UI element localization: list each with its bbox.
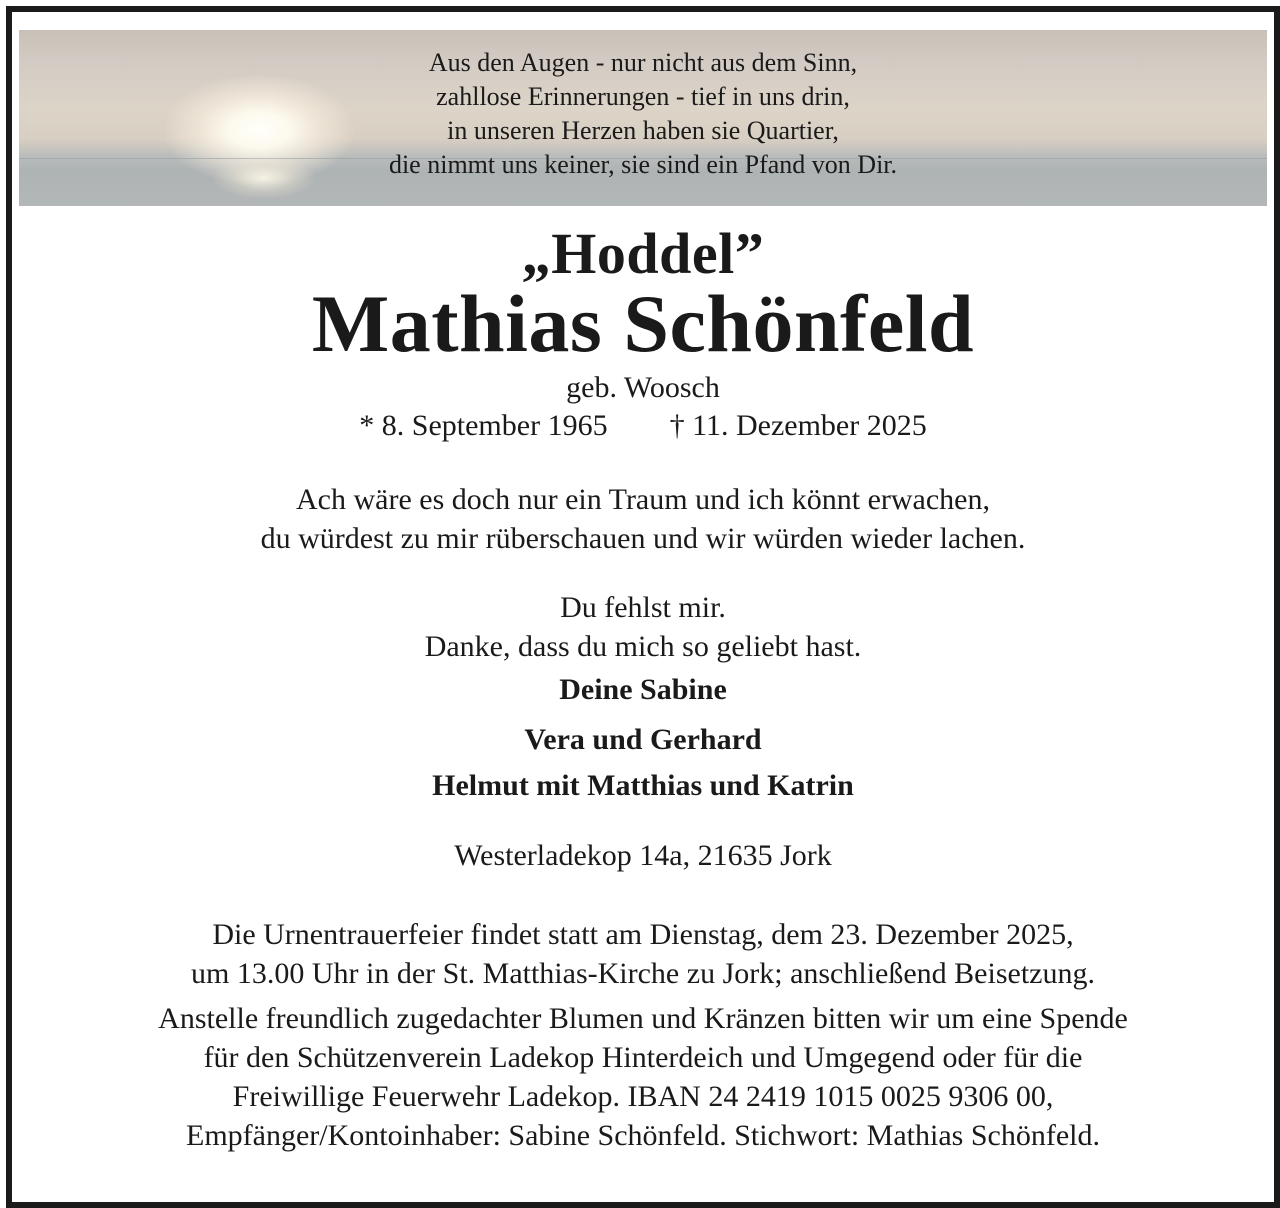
verse-line: du würdest zu mir rüberschauen und wir würden wieder lachen. (260, 522, 1026, 555)
donation-info (12, 999, 1274, 1155)
donation-line: Empfänger/Kontoinhaber: Sabine Schönfeld. Stichwort: Mathias Schönfeld. (186, 1119, 1100, 1152)
death-date: † 11. Dezember 2025 (669, 409, 927, 442)
deceased-name: Mathias Schönfeld (311, 278, 975, 369)
poem-line: in unseren Herzen haben sie Quartier, (447, 116, 839, 145)
mourner-sabine: Deine Sabine (559, 673, 727, 706)
poem-line: Aus den Augen - nur nicht aus dem Sinn, (428, 48, 858, 77)
life-dates (12, 406, 1274, 446)
ceremony-line: Die Urnentrauerfeier findet statt am Dienstag, dem 23. Dezember 2025, (212, 918, 1074, 951)
address: Westerladekop 14a, 21635 Jork (454, 839, 832, 872)
verse (12, 480, 1274, 558)
obituary-frame (6, 6, 1280, 1208)
sunset-banner (19, 30, 1267, 206)
poem-line: die nimmt uns keiner, sie sind ein Pfand von Dir. (388, 150, 898, 179)
banner-poem (19, 46, 1267, 182)
donation-line: Freiwillige Feuerwehr Ladekop. IBAN 24 2419 1015 0025 9306 00, (232, 1080, 1054, 1113)
poem-line: zahllose Erinnerungen - tief in uns drin, (436, 82, 850, 111)
personal-line: Danke, dass du mich so geliebt hast. (424, 630, 862, 663)
personal-message (12, 588, 1274, 666)
donation-line: Anstelle freundlich zugedachter Blumen und Kränzen bitten wir um eine Spende (158, 1002, 1128, 1035)
nickname: „Hoddel” (521, 221, 765, 286)
personal-line: Du fehlst mir. (560, 591, 726, 624)
birth-date: * 8. September 1965 (359, 409, 608, 442)
mourner-helmut: Helmut mit Matthias und Katrin (432, 769, 854, 802)
mourner-vera-gerhard: Vera und Gerhard (524, 723, 762, 756)
ceremony-line: um 13.00 Uhr in der St. Matthias-Kirche zu Jork; anschließend Beisetzung. (191, 957, 1095, 990)
birth-name: geb. Woosch (566, 371, 720, 404)
donation-line: für den Schützenverein Ladekop Hinterdeich und Umgegend oder für die (203, 1041, 1083, 1074)
verse-line: Ach wäre es doch nur ein Traum und ich könnt erwachen, (296, 483, 990, 516)
ceremony-info (12, 915, 1274, 993)
obituary-content (12, 222, 1274, 1155)
